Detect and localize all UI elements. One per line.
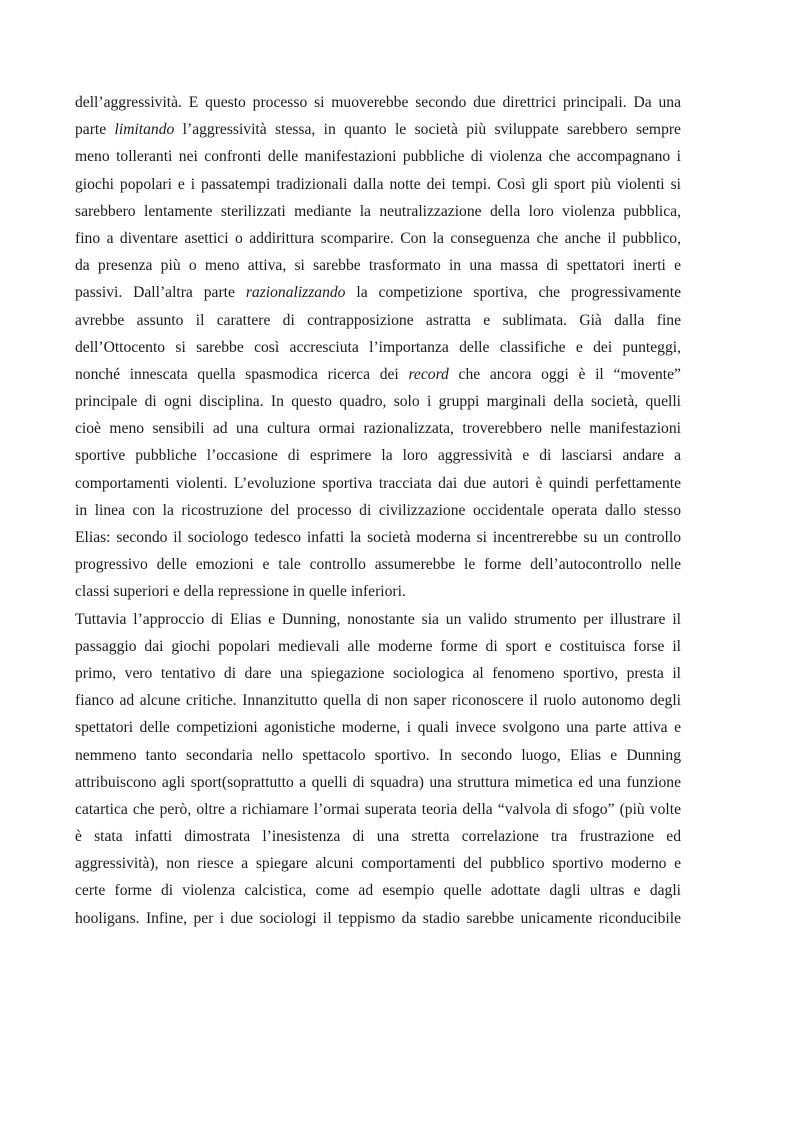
text-run: primo, vero tentativo di dare una spiegazione sociologica al fenomeno sportivo, presta il <box>75 664 681 682</box>
text-line <box>75 578 681 605</box>
text-run: passaggio dai giochi popolari medievali alle moderne forme di sport e costituisca forse il <box>75 637 681 655</box>
text-run: Elias: secondo il sociologo tedesco infatti la società moderna si incentrerebbe su un controllo <box>75 529 681 546</box>
paragraph-1 <box>75 89 681 606</box>
paragraph-2 <box>75 606 681 932</box>
text-run: fino a diventare asettici o addirittura scomparire. Con la conseguenza che anche il pubblico, <box>75 229 681 247</box>
text-line <box>75 388 681 415</box>
italic-term: limitando <box>114 121 175 139</box>
text-line <box>75 633 681 660</box>
text-run: Tuttavia l’approccio di Elias e Dunning, nonostante sia un valido strumento per illustrare il <box>75 610 681 628</box>
text-run: catartica che però, oltre a richiamare l’ormai superata teoria della “valvola di sfogo” (più volte <box>75 800 681 818</box>
text-run: cioè meno sensibili ad una cultura ormai razionalizzata, troverebbero nelle manifestazioni <box>75 420 681 438</box>
text-run: parte <box>75 121 115 139</box>
text-run: certe forme di violenza calcistica, come ad esempio quelle adottate dagli ultras e dagli <box>75 882 681 900</box>
text-run: dell’aggressività. E questo processo si muoverebbe secondo due direttrici principali. Da una <box>75 94 681 111</box>
text-run: la competizione sportiva, che progressivamente <box>345 284 681 302</box>
text-line <box>75 143 681 170</box>
text-line <box>75 687 681 714</box>
italic-term: razionalizzando <box>245 284 346 302</box>
text-line <box>75 225 681 252</box>
text-run: nemmeno tanto secondaria nello spettacolo sportivo. In secondo luogo, Elias e Dunning <box>75 746 681 764</box>
text-line <box>75 361 681 388</box>
text-run: hooligans. Infine, per i due sociologi il teppismo da stadio sarebbe unicamente riconducibile <box>75 909 681 927</box>
text-run: nonché innescata quella spasmodica ricerca dei <box>75 365 409 383</box>
text-line <box>75 877 681 904</box>
text-line <box>75 171 681 198</box>
text-line <box>75 89 681 116</box>
text-run: comportamenti violenti. L’evoluzione sportiva tracciata dai due autori è quindi perfettamente <box>75 474 681 492</box>
text-line <box>75 905 681 932</box>
body-text <box>75 89 681 932</box>
text-run: spettatori delle competizioni agonistiche moderne, i quali invece svolgono una parte attiva e <box>75 719 681 737</box>
text-run: l’aggressività stessa, in quanto le società più sviluppate sarebbero sempre <box>174 121 681 139</box>
text-run: classi superiori e della repressione in quelle inferiori. <box>75 583 406 601</box>
text-run: fianco ad alcune critiche. Innanzitutto quella di non saper riconoscere il ruolo autonomo degli <box>75 692 681 710</box>
text-run: in linea con la ricostruzione del processo di civilizzazione occidentale operata dallo stesso <box>75 501 681 519</box>
text-line <box>75 769 681 796</box>
text-line <box>75 714 681 741</box>
text-line <box>75 252 681 279</box>
text-run: sarebbero lentamente sterilizzati mediante la neutralizzazione della loro violenza pubblica, <box>75 202 681 220</box>
text-run: giochi popolari e i passatempi tradizionali dalla notte dei tempi. Così gli sport più violenti si <box>75 175 681 193</box>
text-line <box>75 415 681 442</box>
text-run: è stata infatti dimostrata l’inesistenza di una stretta correlazione tra frustrazione ed <box>75 828 681 846</box>
text-run: passivi. Dall’altra parte <box>75 284 246 302</box>
text-line <box>75 742 681 769</box>
text-line <box>75 334 681 361</box>
text-line <box>75 497 681 524</box>
text-run: progressivo delle emozioni e tale controllo assumerebbe le forme dell’autocontrollo nelle <box>75 556 681 574</box>
text-run: attribuiscono agli sport(soprattutto a quelli di squadra) una struttura mimetica ed una funzione <box>75 773 681 791</box>
text-run: meno tolleranti nei confronti delle manifestazioni pubbliche di violenza che accompagnano i <box>75 148 681 166</box>
italic-term: record <box>408 365 449 383</box>
text-line <box>75 198 681 225</box>
text-line <box>75 660 681 687</box>
text-run: che ancora oggi è il “movente” <box>448 365 681 383</box>
text-line <box>75 470 681 497</box>
text-run: dell’Ottocento si sarebbe così accresciuta l’importanza delle classifiche e dei punteggi, <box>75 338 681 356</box>
text-run: principale di ogni disciplina. In questo quadro, solo i gruppi marginali della società, quelli <box>75 393 681 411</box>
text-line <box>75 116 681 143</box>
text-line <box>75 442 681 469</box>
text-line <box>75 796 681 823</box>
text-run: aggressività), non riesce a spiegare alcuni comportamenti del pubblico sportivo moderno e <box>75 855 681 873</box>
text-line <box>75 606 681 633</box>
text-line <box>75 551 681 578</box>
text-line <box>75 524 681 551</box>
text-run: da presenza più o meno attiva, si sarebbe trasformato in una massa di spettatori inerti e <box>75 257 681 275</box>
text-line <box>75 823 681 850</box>
text-run: avrebbe assunto il carattere di contrapposizione astratta e sublimata. Già dalla fine <box>75 311 681 329</box>
text-line <box>75 279 681 306</box>
text-run: sportive pubbliche l’occasione di esprimere la loro aggressività e di lasciarsi andare a <box>75 447 681 465</box>
text-line <box>75 307 681 334</box>
text-line <box>75 850 681 877</box>
